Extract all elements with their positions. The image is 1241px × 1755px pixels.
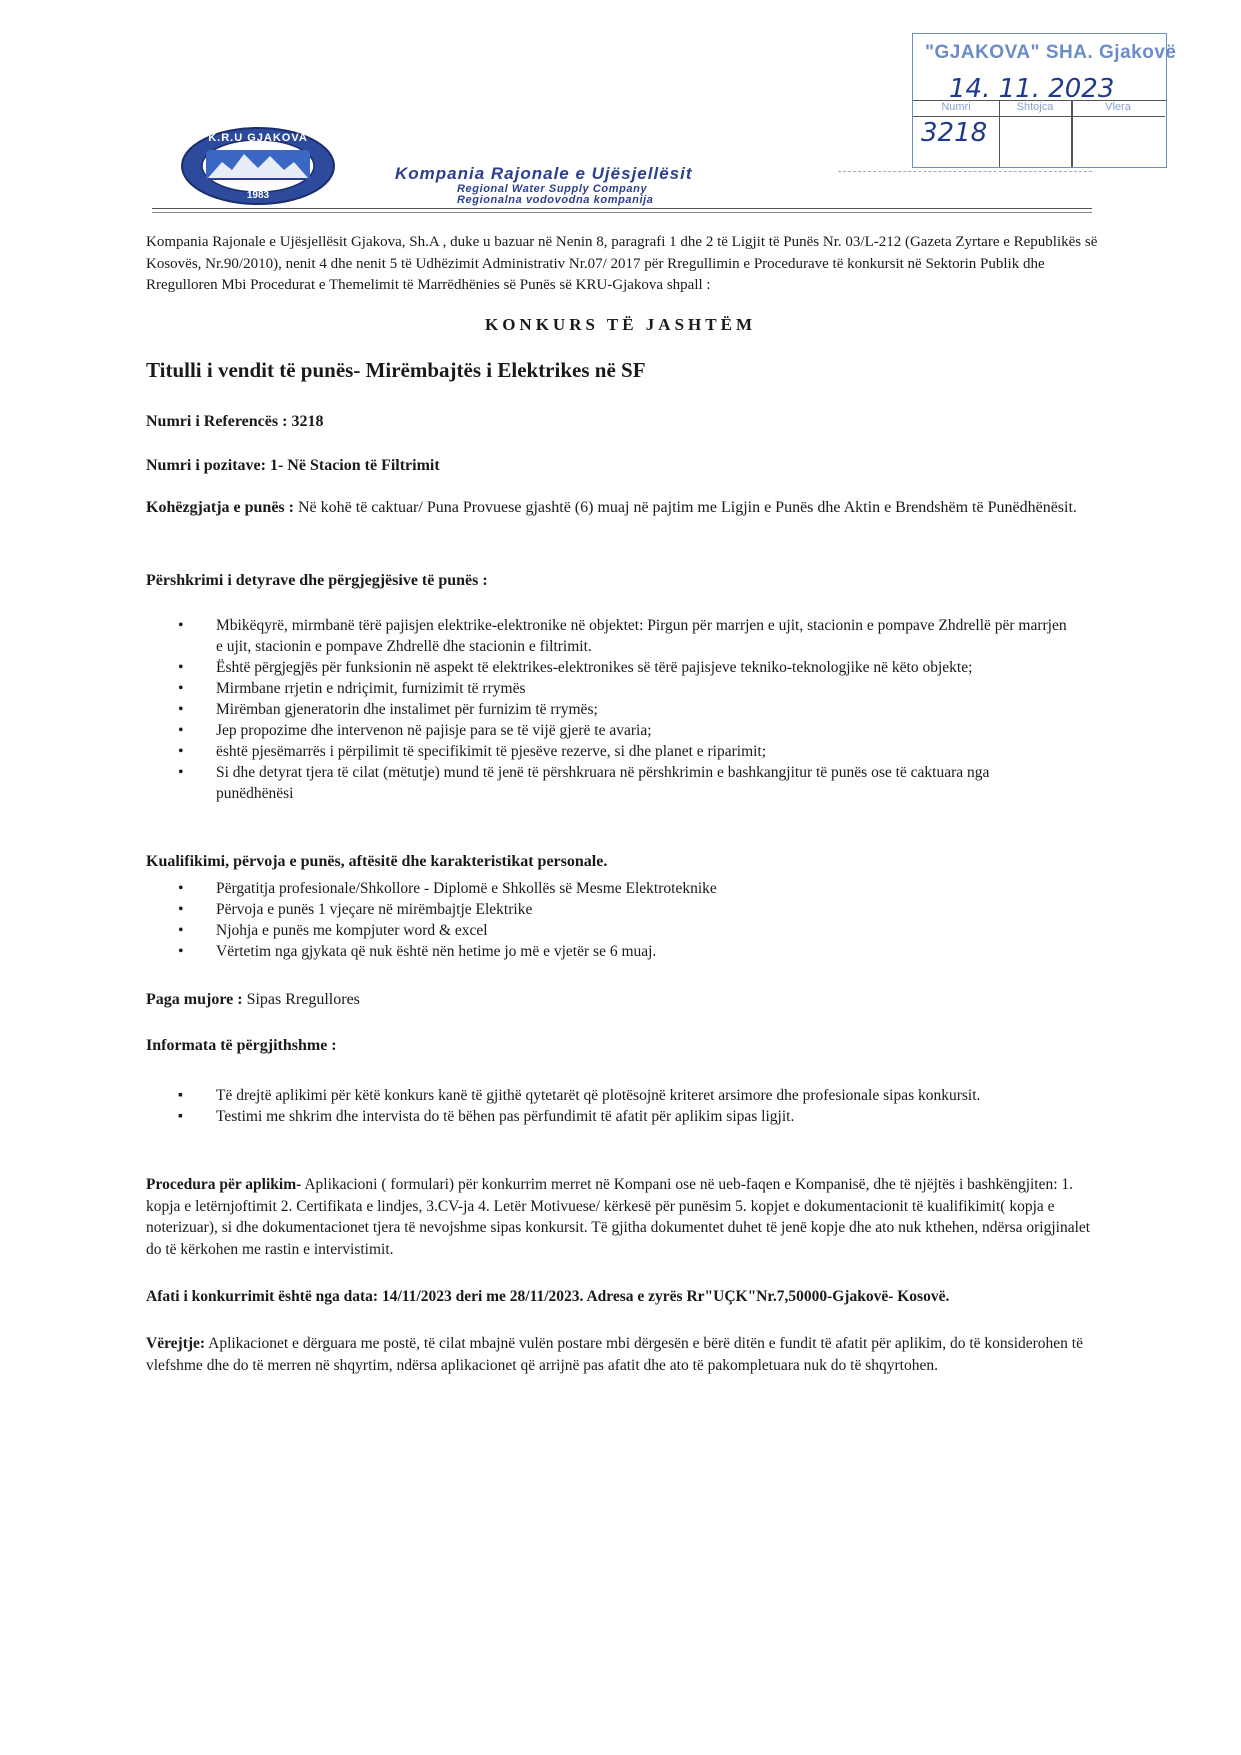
general-heading: Informata të përgjithshme :: [146, 1037, 337, 1054]
list-item: • Vërtetim nga gjykata që nuk është nën hetime jo më e vjetër se 6 muaj.: [168, 941, 1068, 962]
stamp-date: 14. 11. 2023: [949, 74, 1115, 104]
company-header: [395, 164, 845, 206]
logo-ring-text-bottom: 1983: [246, 190, 270, 201]
procedure-label: Procedura për aplikim-: [146, 1176, 302, 1193]
intro-paragraph: Kompania Rajonale e Ujësjellësit Gjakova, Sh.A , duke u bazuar në Nenin 8, paragrafi 1 dhe 2 të Ligjit të Punës Nr. 03/L-212 (Gazeta Zyrtare e Republikës së Kosovës, Nr.90/2010), nenit 4 dhe nenit 5 të Udhëzimit Administrativ Nr.07/ 2017 për Rregullimin e Procedurave të konkursit në Sektorin Publik dhe Rregulloren Mbi Procedurat e Themelimit të Marrëdhënies së Punës së KRU-Gjakova shpall :: [146, 234, 1098, 293]
list-item: ▪ Testimi me shkrim dhe intervista do të bëhen pas përfundimit të afatit për aplikim sipas ligjit.: [168, 1106, 1088, 1127]
announcement-title: KONKURS TË JASHTËM: [484, 315, 756, 334]
company-logo: [180, 126, 336, 206]
deadline: Afati i konkurrimit është nga data: 14/11/2023 deri me 28/11/2023. Adresa e zyrës Rr"UÇK"Nr.7,50000-Gjakovë- Kosovë.: [146, 1288, 950, 1305]
stamp-col-attachment: Shtojca: [1016, 101, 1054, 113]
salary-value: Sipas Rregullores: [246, 991, 360, 1008]
company-name-serbian: Regionalna vodovodna kompanija: [457, 194, 654, 206]
stamp-number: 3218: [921, 118, 988, 148]
qualifications-list: [168, 878, 1068, 962]
duration: [146, 496, 1106, 520]
list-item: ▪ Të drejtë aplikimi për këtë konkurs kanë të gjithë qytetarët që plotësojnë kriteret arsimore dhe profesionale sipas konkursit.: [168, 1085, 1088, 1106]
list-item: • Njohja e punës me kompjuter word & excel: [168, 920, 1068, 941]
list-item: • Përvoja e punës 1 vjeçare në mirëmbajtje Elektrike: [168, 899, 1068, 920]
header-divider-thin: [152, 212, 1092, 213]
header-divider: [152, 208, 1092, 209]
mountain-logo-icon: [180, 126, 336, 206]
duties-heading: Përshkrimi i detyrave dhe përgjegjësive të punës :: [146, 572, 488, 589]
duties-list: [168, 615, 1068, 804]
reference-value: 3218: [291, 413, 324, 430]
general-list: [168, 1085, 1088, 1127]
list-item: • Përgatitja profesionale/Shkollore - Diplomë e Shkollës së Mesme Elektroteknike: [168, 878, 1068, 899]
stamp-col-value: Vlera: [1105, 101, 1131, 113]
positions-label: Numri i pozitave: 1- Në Stacion të Filtrimit: [146, 457, 440, 474]
registry-stamp: [912, 33, 1177, 168]
note-label: Vërejtje:: [146, 1335, 206, 1352]
list-item: • Si dhe detyrat tjera të cilat (mëtutje) mund të jenë të përshkruara në përshkrimin e bashkangjitur të punës ose të caktuara nga punëdhënësi: [168, 762, 1068, 804]
duration-value: Në kohë të caktuar/ Puna Provuese gjashtë (6) muaj në pajtim me Ligjin e Punës dhe Aktin e Brendshëm të Punëdhënësit.: [297, 499, 1077, 516]
list-item: • Është përgjegjës për funksionin në aspekt të elektrikes-elektronikes së tërë pajisjeve tekniko-teknologjike në këto objekte;: [168, 657, 1068, 678]
note-value: Aplikacionet e dërguara me postë, të cilat mbajnë vulën postare mbi dërgesën e bërë ditën e fundit të afatit për aplikim, do të konsiderohen të vlefshme dhe do të merren në shqyrtim, ndërsa aplikacionet që arrijnë pas afatit dhe ato të pakompletuara nuk do të shqyrtohen.: [146, 1335, 1083, 1374]
stamp-title: "GJAKOVA" SHA. Gjakovë: [925, 42, 1177, 63]
company-name-english: Regional Water Supply Company: [457, 183, 648, 195]
reference-label: Numri i Referencës :: [146, 413, 288, 430]
note: [146, 1333, 1106, 1377]
job-title: Titulli i vendit të punës- Mirëmbajtës i Elektrikes në SF: [146, 358, 646, 382]
stamp-col-number: Numri: [941, 101, 971, 113]
reference-number: [146, 413, 323, 431]
list-item: • është pjesëmarrës i përpilimit të specifikimit të pjesëve rezerve, si dhe planet e riparimit;: [168, 741, 1068, 762]
qualifications-heading: Kualifikimi, përvoja e punës, aftësitë dhe karakteristikat personale.: [146, 853, 608, 870]
stamp-grid: [913, 100, 1166, 167]
procedure: [146, 1174, 1096, 1260]
procedure-value: Aplikacioni ( formulari) për konkurrim merret në Kompani ose në ueb-faqen e Kompanisë, dhe të njëjtës i bashkëngjiten: 1. kopja e letërnjoftimit 2. Certifikata e lindjes, 3.CV-ja 4. Letër Motivuese/ kërkesë për punësim 5. kopjet e dokumentacionit të kualifikimit( kopja e noterizuar), si dhe dokumentacionet tjera të nevojshme sipas konkursit. Të gjitha dokumentet duhet të jenë kopje dhe ato nuk kthehen, ndërsa origjinalet do të kërkohen me rastin e intervistimit.: [146, 1176, 1091, 1258]
salary: [146, 991, 360, 1009]
list-item: • Jep propozime dhe intervenon në pajisje para se të vijë gjerë te avaria;: [168, 720, 1068, 741]
duration-label: Kohëzgjatja e punës :: [146, 499, 294, 516]
list-item: • Mbikëqyrë, mirmbanë tërë pajisjen elektrike-elektronike në objektet: Pirgun për marrjen e ujit, stacionin e pompave Zhdrellë për marrjen e ujit, stacionin e pompave Zhdrellë dhe stacionin e filtrimit.: [168, 615, 1068, 657]
positions: [146, 457, 440, 475]
company-name: Kompania Rajonale e Ujësjellësit: [395, 164, 693, 183]
list-item: • Mirëmban gjeneratorin dhe instalimet për furnizim të rrymës;: [168, 699, 1068, 720]
salary-label: Paga mujore :: [146, 991, 243, 1008]
logo-ring-text-top: K.R.U GJAKOVA: [208, 132, 308, 144]
list-item: • Mirmbane rrjetin e ndriçimit, furnizimit të rrymës: [168, 678, 1068, 699]
header-dash-line: [838, 171, 1092, 172]
